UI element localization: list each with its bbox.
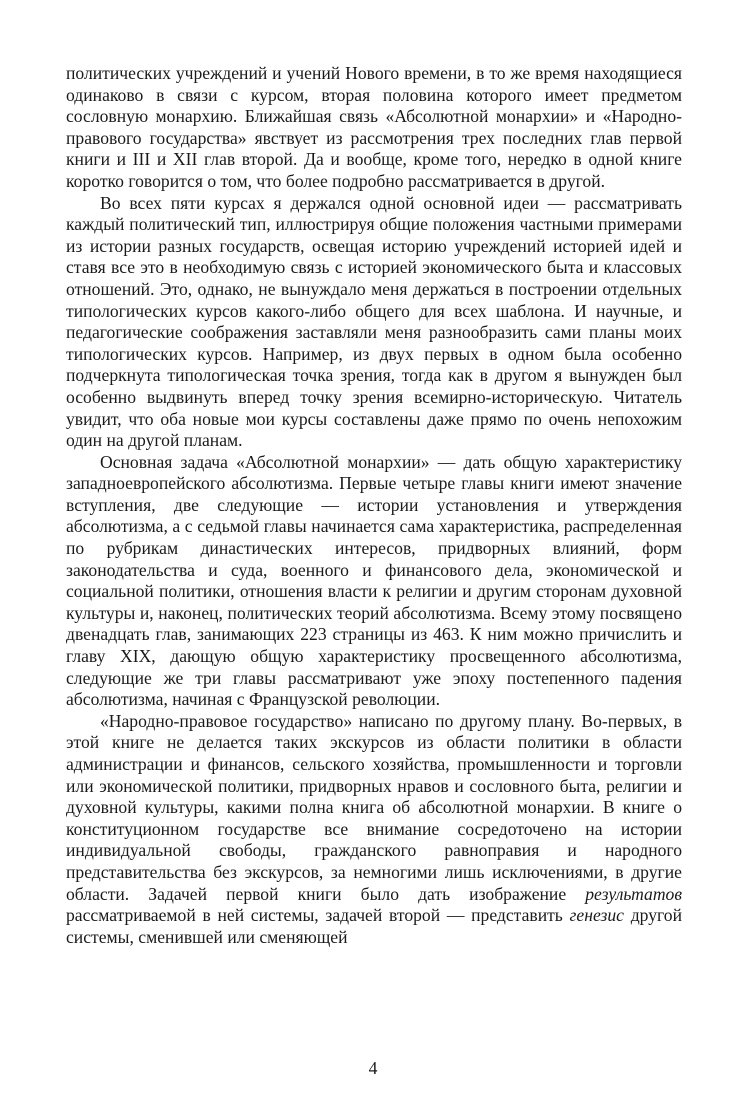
paragraph-text-part-a: «Народно-правовое государство» написано по другому плану. Во-первых, в этой книге не делается таких экскурсов из области политики в области администрации и финансов, сельского хозяйства, промышленности и торговли или экономической политики, придворных нравов и сословного быта, религии и духовной культуры, какими полна книга об абсолютной монархии. В книге о конституционном государстве все внимание сосредоточено на истории индивидуальной свободы, гражданского равноправия и народного представительства без экскурсов, за немногими лишь исключениями, в другие области. Задачей первой книги было дать изображение [66,710,682,904]
paragraph-peoples-state [66,711,682,949]
page-body [66,63,682,948]
paragraph-text-part-c: другой системы, сменившей или сменяющей [66,905,683,947]
paragraph-absolute-monarchy: Основная задача «Абсолютной монархии» — дать общую характеристику западноевропейского абсолютизма. Первые четыре главы книги имеют значение вступления, две следующие — истории установления и утверждения абсолютизма, а с седьмой главы начинается сама характеристика, распределенная по рубрикам династических интересов, придворных влияний, форм законодательства и суда, военного и финансового дела, экономической и социальной политики, отношения власти к религии и другим сторонам духовной культуры и, наконец, политических теорий абсолютизма. Всему этому посвящено двенадцать глав, занимающих 223 страницы из 463. К ним можно причислить и главу XIX, дающую общую характеристику просвещенного абсолютизма, следующие же три главы рассматривают уже эпоху постепенного падения абсолютизма, начиная с Французской революции. [66,451,682,710]
emphasis-genesis: генезис [569,905,624,926]
paragraph-main-idea: Во всех пяти курсах я держался одной основной идеи — рассматривать каждый политический тип, иллюстрируя общие положения частными примерами из истории разных государств, освещая историю учреждений историей идей и ставя все это в необходимую связь с историей экономического быта и классовых отношений. Это, однако, не вынуждало меня держаться в построении отдельных типологических курсов какого-либо общего для всех шаблона. И научные, и педагогические соображения заставляли меня разнообразить сами планы моих типологических курсов. Например, из двух первых в одном была особенно подчеркнута типологическая точка зрения, тогда как в другом я вынужден был особенно выдвинуть вперед точку зрения всемирно-историческую. Читатель увидит, что оба новые мои курсы составлены даже прямо по очень непохожим один на другой планам. [66,192,682,451]
paragraph-continuation: политических учреждений и учений Нового времени, в то же время находящиеся одинаково в связи с курсом, вторая половина которого имеет предметом сословную монархию. Ближайшая связь «Абсолютной монархии» и «Народно-правового государства» явствует из рассмотрения трех последних глав первой книги и III и XII глав второй. Да и вообще, кроме того, нередко в одной книге коротко говорится о том, что более подробно рассматривается в другой. [66,63,682,191]
paragraph-text-part-b: рассматриваемой в ней системы, задачей второй — представить [66,905,570,926]
page-number: 4 [368,1058,378,1078]
emphasis-results: результатов [585,883,682,904]
